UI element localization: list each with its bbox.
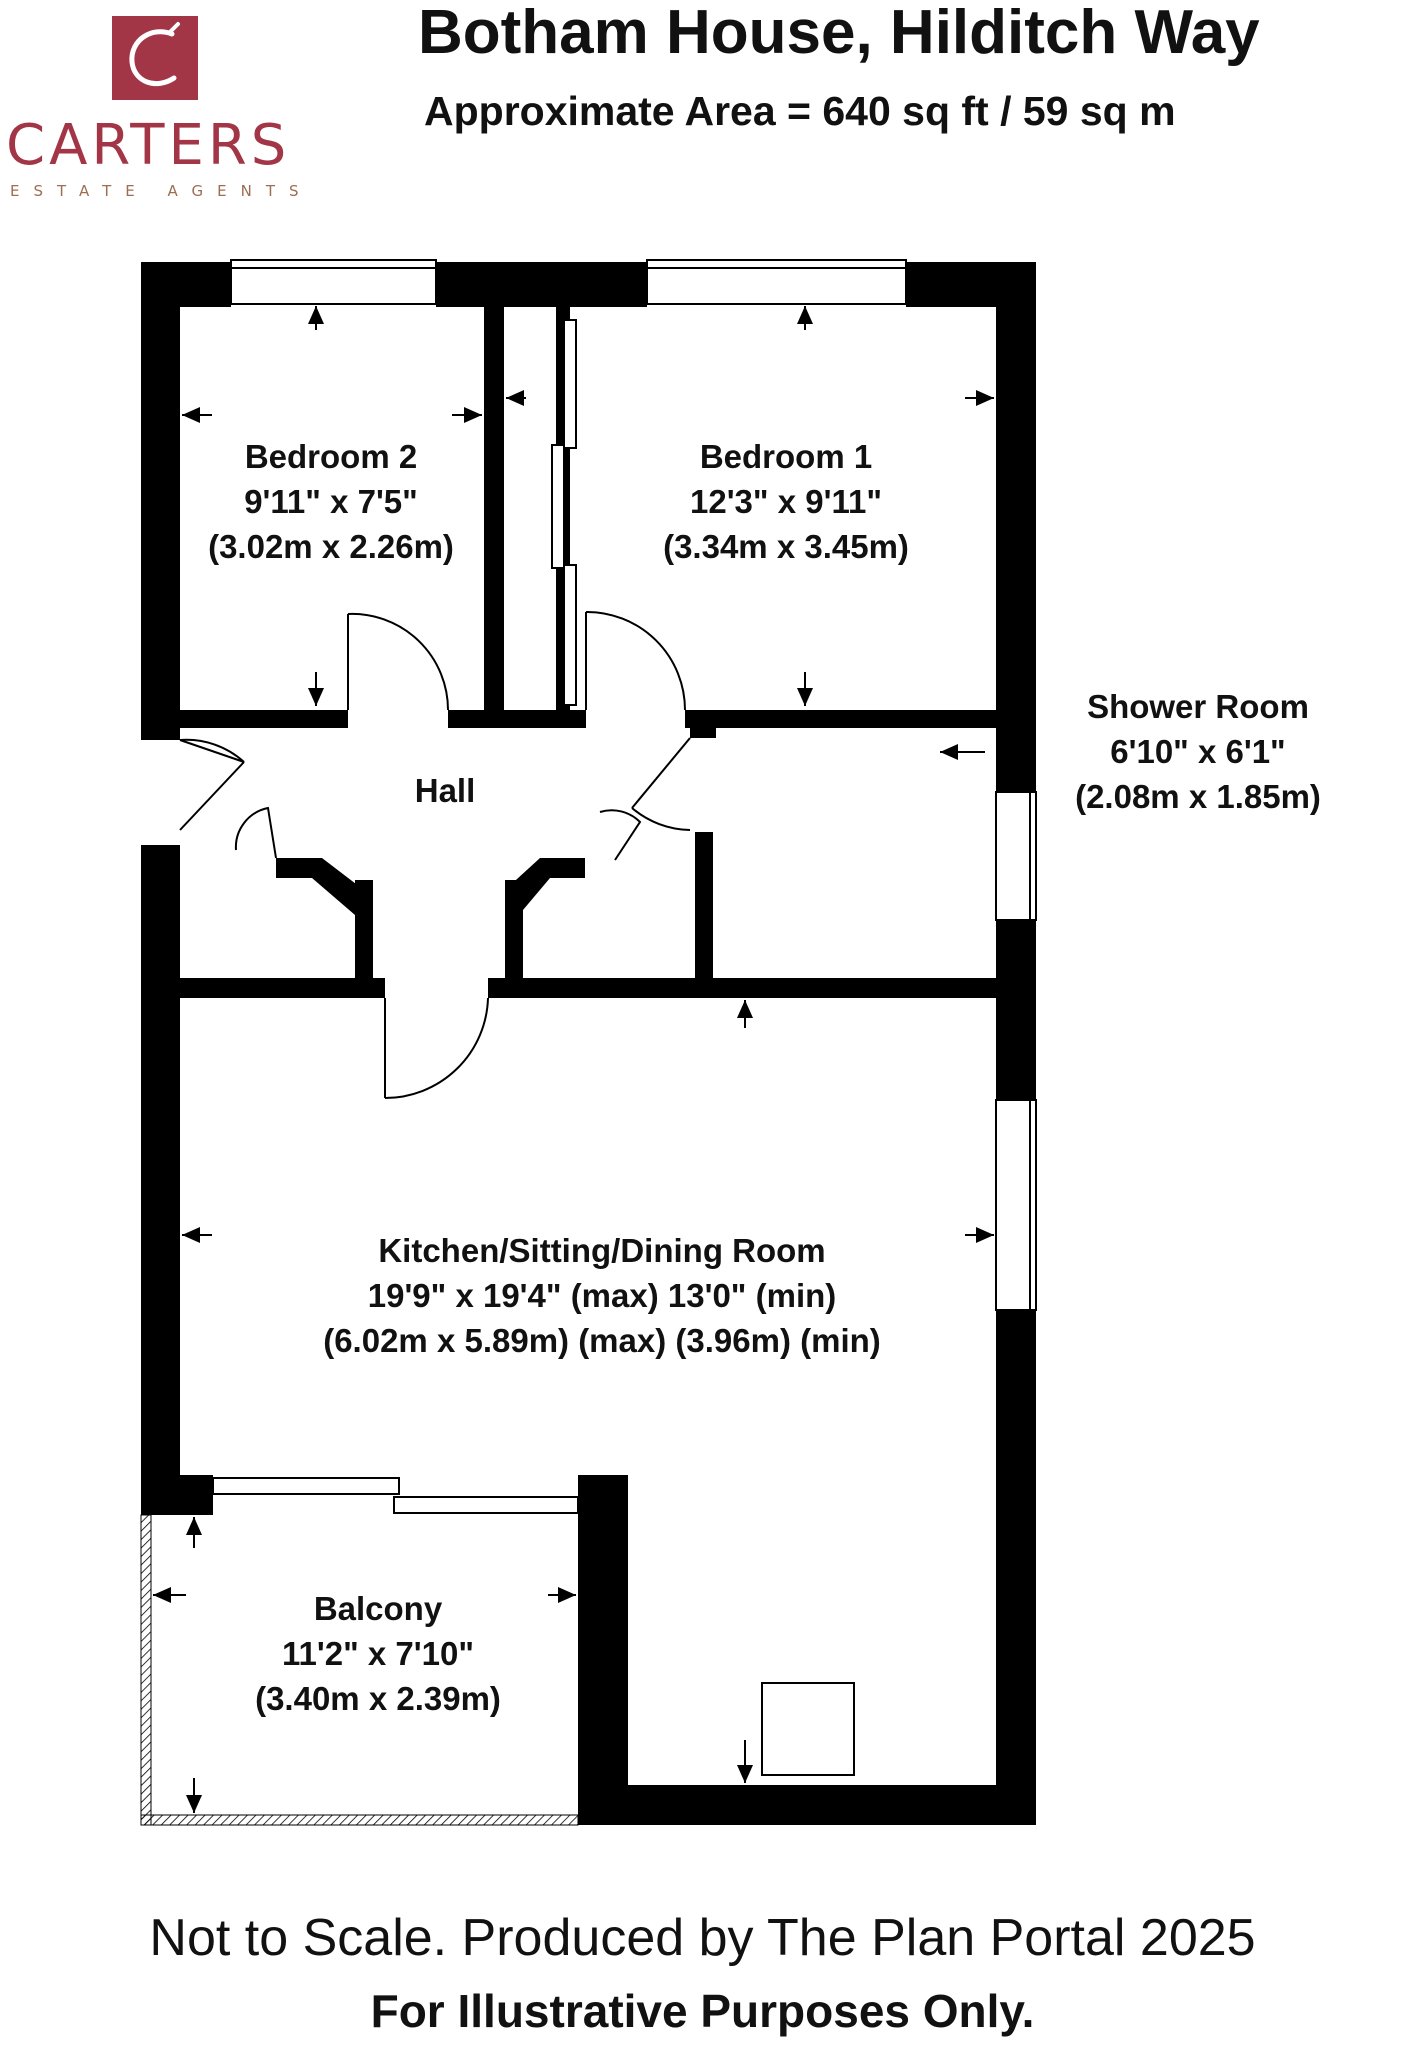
kitchen-label	[252, 1228, 952, 1363]
bedroom-2-imperial: 9'11" x 7'5"	[244, 483, 418, 520]
footer-disclaimer: Not to Scale. Produced by The Plan Portal 2025	[149, 1909, 1256, 1967]
bedroom-1-name: Bedroom 1	[699, 438, 873, 475]
approximate-area: Approximate Area = 640 sq ft / 59 sq m	[424, 88, 1176, 134]
kitchen-appliance	[762, 1683, 854, 1775]
bedroom-2-metric: (3.02m x 2.26m)	[208, 528, 454, 565]
shower-room-label	[1048, 684, 1348, 819]
hall-label	[380, 768, 510, 813]
bedroom-1-metric: (3.34m x 3.45m)	[663, 528, 909, 565]
balcony-metric: (3.40m x 2.39m)	[255, 1680, 501, 1717]
internal-walls	[180, 305, 996, 998]
shower-room-name: Shower Room	[1087, 688, 1309, 725]
kitchen-imperial: 19'9" x 19'4" (max) 13'0" (min)	[367, 1277, 837, 1314]
kitchen-name: Kitchen/Sitting/Dining Room	[378, 1232, 826, 1269]
balcony-label	[218, 1586, 538, 1721]
balcony-name: Balcony	[313, 1590, 443, 1627]
doors	[180, 612, 690, 1098]
bedroom-2-name: Bedroom 2	[244, 438, 418, 475]
footer-note: For Illustrative Purposes Only.	[370, 1985, 1035, 2037]
bedroom-2-label	[181, 434, 481, 569]
wardrobe	[552, 320, 576, 705]
shower-room-imperial: 6'10" x 6'1"	[1110, 733, 1286, 770]
kitchen-metric: (6.02m x 5.89m) (max) (3.96m) (min)	[323, 1322, 881, 1359]
balcony-imperial: 11'2" x 7'10"	[282, 1635, 474, 1672]
hall-name: Hall	[414, 772, 476, 809]
brand-tagline: ESTATE AGENTS	[10, 182, 313, 200]
bedroom-1-imperial: 12'3" x 9'11"	[690, 483, 882, 520]
property-title: Botham House, Hilditch Way	[418, 0, 1260, 67]
bedroom-1-label	[636, 434, 936, 569]
brand-name: CARTERS	[6, 113, 291, 178]
shower-room-metric: (2.08m x 1.85m)	[1075, 778, 1321, 815]
